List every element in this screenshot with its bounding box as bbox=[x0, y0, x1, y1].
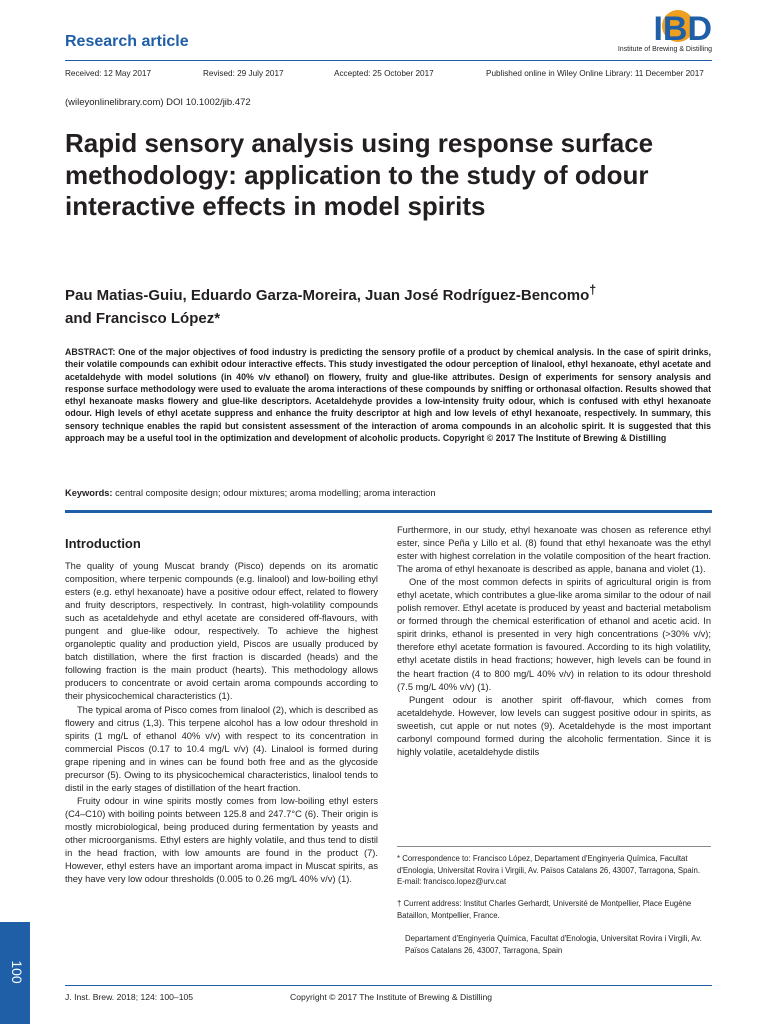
current-address-footnote: † Current address: Institut Charles Gerhardt, Université de Montpellier, Place Eugène Bataillon, Montpellier, France. bbox=[397, 899, 692, 920]
received-date: Received: 12 May 2017 bbox=[65, 69, 152, 78]
paragraph: Furthermore, in our study, ethyl hexanoate was chosen as reference ethyl ester, since Peña y Lillo et al. (8) found that ethyl hexanoate was the ethyl ester with highest correlation in the volatile composition of the heart fraction. The aroma of ethyl hexanoate is described as apple, banana and violet (1). bbox=[397, 525, 711, 575]
article-type-label: Research article bbox=[65, 33, 189, 50]
paragraph: Fruity odour in wine spirits mostly comes from low-boiling ethyl esters (C4–C10) with boiling points between 125.8 and 247.7°C (6). Their origin is mostly microbiological, being produced during fermentation by yeasts and other microorganisms. Ethyl esters are highly volatile, and thus tend to distil in the head fraction, with low amounts are found in the product (7). However, ethyl esters have an important aroma impact in Muscat spirits, as they have very low odour thresholds (0.005 to 0.26 mg/L 40% v/v) (1). bbox=[65, 795, 378, 885]
section-divider bbox=[65, 510, 712, 513]
logo-letters: IBD bbox=[653, 10, 712, 48]
journal-citation: J. Inst. Brew. 2018; 124: 100–105 bbox=[65, 992, 194, 1002]
authors-line-1: Pau Matias-Guiu, Eduardo Garza-Moreira, Juan José Rodríguez-Bencomo bbox=[65, 287, 590, 304]
paragraph: Pungent odour is another spirit off-flavour, which comes from acetaldehyde. However, low levels can suggest positive odour in spirits, as sweetish, cut apple or nut notes (9). Acetaldehyde is the most important carbonyl compound formed during the alcoholic fermentation. Since it is highly volatile, acetaldehyde distils bbox=[397, 694, 711, 757]
abstract: ABSTRACT: One of the major objectives of food industry is predicting the sensory profile of a product by chemical analysis. In the case of spirit drinks, their volatile compounds can exhibit odour interactive effects. This study investigated the odour perception of linalool, ethyl hexanoate, ethyl acetate and acetaldehyde with model solutions (in 40% v/v ethanol) on flowery, fruity and glue-like attributes. Design of experiments for sensory analysis and response surface methodology were used to evaluate the aroma interactions of these compounds by sniffing or orthonasal olfaction. Results showed that ethyl hexanoate masks flowery and glue-like descriptors. Acetaldehyde provides a low-intensity fruity odour, which is confused with ethyl hexanoate odour. High levels of ethyl acetate suppress and enhance the fruity descriptor at high and low levels of ethyl hexanoate, respectively. In summary, this sensory technique enables the rapid but consistent assessment of the interaction of aroma compounds in an alcoholic spirit. It is suggested that this approach may be a useful tool in the optimization and development of alcoholic products. Copyright © 2017 The Institute of Brewing & Distilling bbox=[65, 347, 711, 444]
author-list bbox=[65, 279, 725, 330]
logo-caption: Institute of Brewing & Distilling bbox=[617, 46, 712, 53]
revised-date: Revised: 29 July 2017 bbox=[203, 69, 284, 78]
footer-divider bbox=[65, 985, 712, 986]
introduction-heading: Introduction bbox=[65, 536, 141, 551]
article-title: Rapid sensory analysis using response surface methodology: application to the study of odour interactive effects in model spirits bbox=[65, 128, 654, 221]
paragraph: The typical aroma of Pisco comes from linalool (2), which is described as flowery and citrus (1,3). This terpene alcohol has a low odour threshold in spirits (1 mg/L of ethanol 40% v/v) with respect to its concentration in commercial Piscos (0.17 to 10.4 mg/L v/v) (4). Linalool is formed during grape ripening and in wines can be found both free and as the glycoside precursor (5). Owing to its physicochemical characteristics, linalool tends to distil in the early stages of distillation of the heart fraction. bbox=[65, 704, 378, 793]
accepted-date: Accepted: 25 October 2017 bbox=[334, 69, 434, 78]
header-divider bbox=[65, 60, 712, 61]
authors-line-2: and Francisco López* bbox=[65, 310, 221, 327]
doi-line[interactable]: (wileyonlinelibrary.com) DOI 10.1002/jib.472 bbox=[65, 97, 251, 108]
keywords-text: central composite design; odour mixtures; aroma modelling; aroma interaction bbox=[115, 488, 436, 498]
dagger-mark: † bbox=[589, 283, 597, 297]
published-date: Published online in Wiley Online Library: 11 December 2017 bbox=[486, 69, 704, 78]
left-column bbox=[65, 560, 378, 886]
footnote-divider bbox=[397, 846, 711, 847]
paragraph: The quality of young Muscat brandy (Pisco) depends on its aromatic composition, where terpenic compounds (e.g. linalool) and low-boiling ethyl esters (e.g. ethyl hexanoate) have a positive odour effect, related to flowery and fruity descriptors, respectively. In contrast, high-volatility compounds such as acetaldehyde and ethyl acetate are considered off-flavours, with pungent and glue-like odour, respectively. To achieve the highest organoleptic quality and production yield, Piscos are usually produced by batch distillation, where the first fraction is discarded (heads) and the following fraction is the main product (hearts). This methodology allows producers to concentrate or avoid certain aroma compounds according to their physicochemical characteristics (1). bbox=[65, 561, 378, 702]
page-number: 100 bbox=[9, 960, 25, 984]
keywords-label: Keywords: bbox=[65, 488, 113, 498]
paragraph: One of the most common defects in spirits of agricultural origin is from ethyl acetate, which contributes a glue-like aroma similar to the odour of nail polish remover. Ethyl acetate is produced by yeast and bacterial metabolism or formed through the chemical esterification of ethanol and acetic acid. In spirit drinks, ethanol is presented in very high concentrations (>30% v/v); therefore ethyl acetate formation is favoured. According to its high volatility, ethyl acetate distils in head fractions; however, high levels can be found in the heart fraction (4 to 800 mg/L 40% v/v) in relation to its odour threshold (7.5 mg/L 40% v/v) (1). bbox=[397, 577, 711, 692]
keywords bbox=[65, 488, 711, 498]
affiliation-footnote: Departament d'Enginyeria Química, Facultat d'Enologia, Universitat Rovira i Virgili, Av. Països Catalans 26, 43007, Tarragona, Spain bbox=[405, 934, 702, 955]
ibd-logo-icon bbox=[600, 8, 712, 48]
footer-copyright: Copyright © 2017 The Institute of Brewing & Distilling bbox=[290, 992, 493, 1002]
correspondence-footnote: * Correspondence to: Francisco López, Departament d'Enginyeria Química, Facultat d'Enologia, Universitat Rovira i Virgili, Av. Països Catalans 26, 43007, Tarragona, Spain. E-mail: francisco.lopez@urv.cat bbox=[397, 854, 700, 886]
right-column bbox=[397, 524, 711, 759]
